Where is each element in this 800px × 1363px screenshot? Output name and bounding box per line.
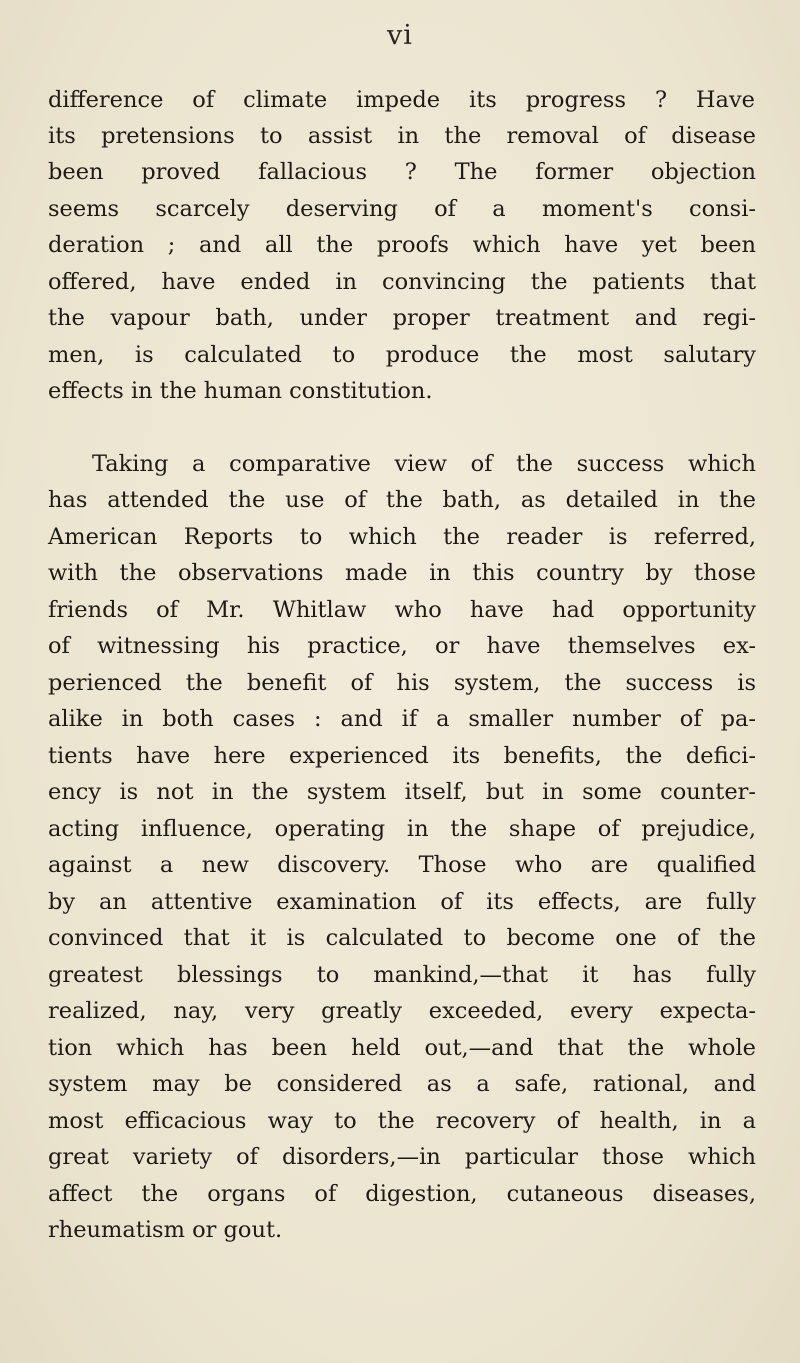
text-line: against a new discovery. Those who are qualified	[48, 852, 756, 878]
text-line: with the observations made in this country by those	[48, 560, 756, 586]
text-line: alike in both cases : and if a smaller number of pa-	[48, 706, 756, 732]
text-line: has attended the use of the bath, as detailed in the	[48, 487, 756, 513]
text-line: of witnessing his practice, or have themselves ex-	[48, 633, 756, 659]
text-line: rheumatism or gout.	[48, 1217, 283, 1243]
text-line: the vapour bath, under proper treatment and regi-	[48, 305, 756, 331]
text-line: friends of Mr. Whitlaw who have had opportunity	[48, 597, 756, 623]
text-line: its pretensions to assist in the removal of disease	[48, 123, 756, 149]
text-line: system may be considered as a safe, rational, and	[48, 1071, 756, 1097]
text-line: effects in the human constitution.	[48, 378, 433, 404]
text-line: American Reports to which the reader is referred,	[48, 524, 756, 550]
text-line: most efficacious way to the recovery of health, in a	[48, 1108, 756, 1134]
text-line: convinced that it is calculated to become one of the	[48, 925, 756, 951]
text-line: Taking a comparative view of the success which	[92, 451, 756, 477]
text-line: by an attentive examination of its effects, are fully	[48, 889, 756, 915]
page-number: vi	[387, 20, 413, 51]
text-line: been proved fallacious ? The former objection	[48, 159, 756, 185]
text-line: realized, nay, very greatly exceeded, every expecta-	[48, 998, 756, 1024]
text-line: greatest blessings to mankind,—that it has fully	[48, 962, 756, 988]
text-line: ency is not in the system itself, but in some counter-	[48, 779, 756, 805]
text-line: deration ; and all the proofs which have yet been	[48, 232, 756, 258]
text-line: perienced the benefit of his system, the success is	[48, 670, 756, 696]
text-line: acting influence, operating in the shape of prejudice,	[48, 816, 756, 842]
text-line: difference of climate impede its progress ? Have	[48, 87, 755, 113]
text-line: tion which has been held out,—and that the whole	[48, 1035, 756, 1061]
text-line: great variety of disorders,—in particular those which	[48, 1144, 756, 1170]
text-line: tients have here experienced its benefits, the defici-	[48, 743, 756, 769]
text-line: seems scarcely deserving of a moment's consi-	[48, 196, 756, 222]
text-line: affect the organs of digestion, cutaneous diseases,	[48, 1181, 756, 1207]
text-line: offered, have ended in convincing the patients that	[48, 269, 756, 295]
text-line: men, is calculated to produce the most salutary	[48, 342, 756, 368]
